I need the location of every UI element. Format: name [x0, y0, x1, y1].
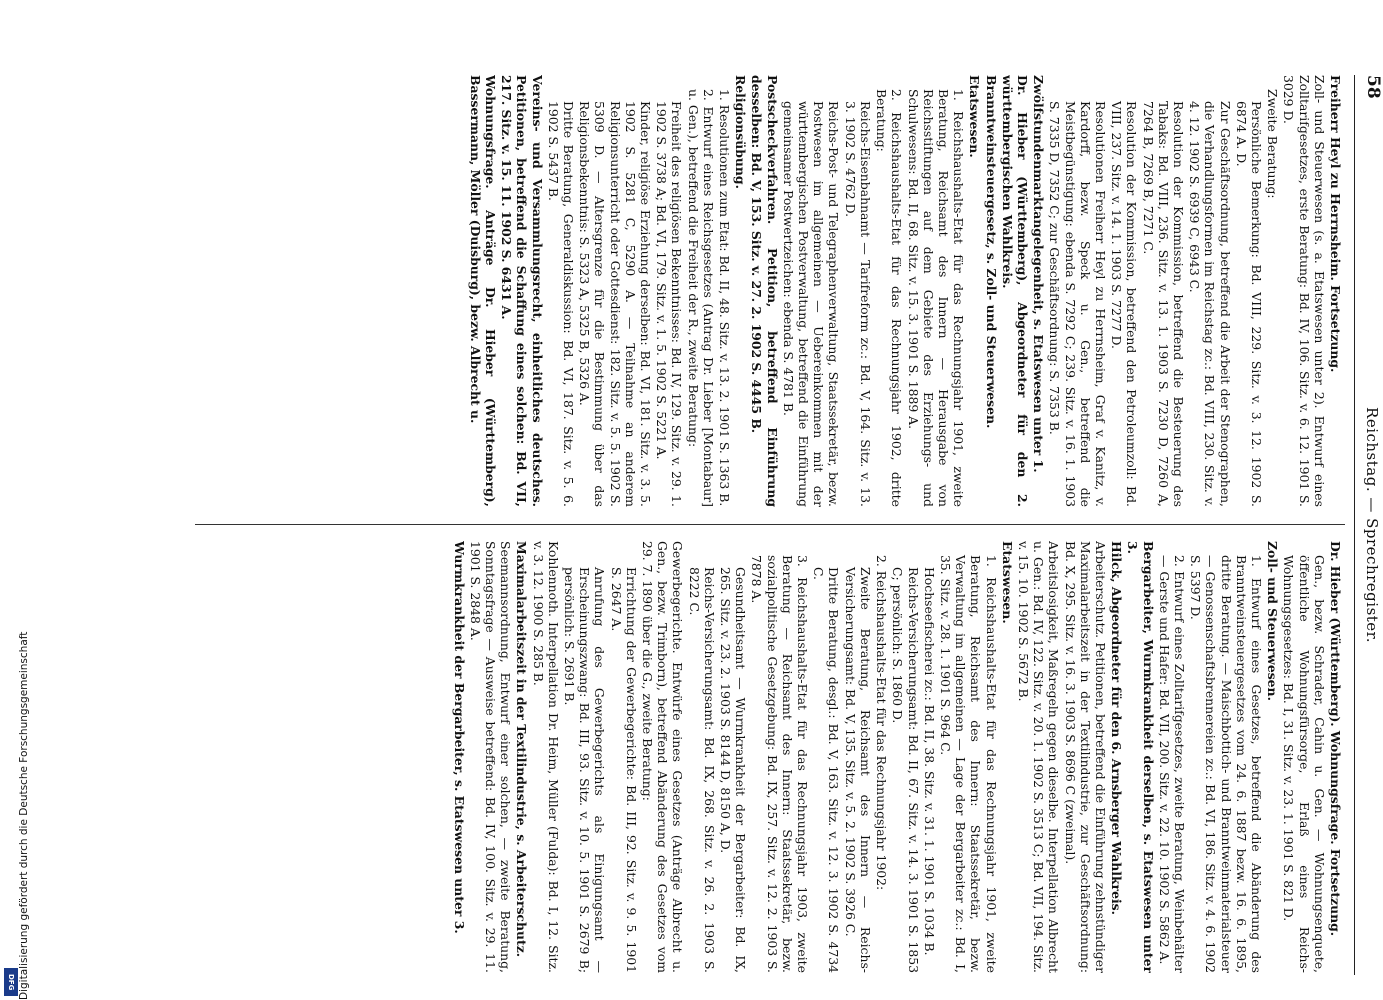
entry: Reichs-Versicherungsamt: Bd. II, 67. Sitz. v. 14. 3. 1901 S. 1853 C; persönlich: S. 1860 D. — [890, 567, 921, 973]
entry: Branntweinsteuergesetz, s. Zoll- und Steuerwesen. — [983, 75, 999, 429]
column-divider — [195, 524, 1345, 525]
entry: Kinder, religiöse Erziehung derselben: Bd. VI, 181. Sitz. v. 3. 5. 1902 S. 5281 C, 5290 A. — Teilnahme an anderem Religionsunterricht oder Gottesdienst: 182. Sitz. v. 5. 5. 1902 S. 5309 D. — Altersgrenze für die Bestimmung über das Religionsbekenntnis: S. 5323 A, 5325 B, 5326 A. — [577, 101, 654, 507]
dfg-logo: DFG — [4, 968, 18, 996]
entry: Zoll- und Steuerwesen (s. a. Etatswesen unter 2). Entwurf eines Zolltarifgesetzes, erste Beratung: Bd. IV, 106. Sitz. v. 6. 12. 1901 S. 3029 D. — [1281, 75, 1327, 507]
header-rule — [1354, 75, 1355, 975]
entry: Arbeitslosigkeit, Maßregeln gegen dieselbe. Interpellation Albrecht u. Gen.: Bd. IV, 122. Sitz. v. 20. 1. 1902 S. 3513 C; Bd. VII, 194. Sitz. v. 15. 10. 1902 S. 5672 B. — [1015, 541, 1062, 973]
digitization-credit-note: Digitalisierung gefördert durch die Deutsche Forschungsgemeinschaft — [18, 631, 30, 1000]
entry: Dritte Beratung, desgl.: Bd. V, 163. Sitz. v. 12. 3. 1902 S. 4734 C. — [811, 567, 842, 973]
entry: 3. Reichshaushalts-Etat für das Rechnungsjahr 1903, zweite Beratung — Reichsamt des Innern: Staatssekretär, bezw. sozialpolitische Gesetzgebung: Bd. IX, 257. Sitz. v. 12. 2. 1903 S. 7878 A. — [749, 555, 811, 973]
entry: Gen., bezw. Schrader, Cahin u. Gen. — Wohnungsenquete, öffentliche Wohnungsfürsorge, Erlaß eines Reichs-Wohnungsgesetzes: Bd. I, 31. Sitz. v. 23. 1. 1901 S. 821 D. — [1281, 555, 1327, 973]
entry: Reichs-Versicherungsamt: Bd. IX, 268. Sitz. v. 26. 2. 1903 S. 8222 C. — [686, 567, 717, 973]
entry: Persönliche Bemerkung: Bd. VIII, 229. Sitz. v. 3. 12. 1902 S. 6874 A. D. — [1233, 101, 1264, 507]
entry-heading: Freiherr Heyl zu Herrnsheim. Fortsetzung. — [1328, 75, 1343, 373]
entry: Anrufung des Gewerbegerichts als Einigungsamt — Erscheinungszwang: Bd. III, 93. Sitz. v. 10. 5. 1901 S. 2679 B; persönlich: S. 2691 B. — [562, 567, 608, 973]
entry: Maximalarbeitszeit in der Textilindustrie, s. Arbeiterschutz. — [514, 541, 530, 958]
entry: Resolution der Kommission, betreffend die Besteuerung des Tabaks: Bd. VIII, 236. Sitz. v. 13. 1. 1903 S. 7230 D, 7260 A, 7264 B, 7269 B, 7271 C. — [1140, 101, 1186, 507]
entry: Kohlennoth. Interpellation Dr. Heim, Müller (Fulda): Bd. I, 12. Sitz. v. 3. 12. 1900 S. 285 B. — [530, 541, 561, 973]
speaker-heading: Hilck, Abgeordneter für den 6. Arnsberger Wahlkreis. — [1109, 541, 1125, 915]
entry: Wurmkrankheit der Bergarbeiter, s. Etatswesen unter 3. — [451, 541, 467, 934]
speaker-heading: Dr. Hieber (Württemberg), Abgeordneter für den 2. württembergischen Wahlkreis. — [999, 75, 1030, 507]
running-title: Reichstag. — Sprechregister. — [1363, 407, 1381, 643]
entry: 1. Reichshaushalts-Etat für das Rechnungsjahr 1901, zweite Beratung, Reichsamt des Innern: Staatssekretär, bezw. Verwaltung im allgemeinen — Lage der Bergarbeiter zc.: Bd. I, 35. Sitz. v. 28. 1. 1901 S. 964 C. — [937, 555, 999, 973]
entry: Etatswesen. — [967, 75, 983, 158]
entry: Vereins- und Versammlungsrecht, einheitliches deutsches. Petitionen, betreffend die Schaffung eines solchen: Bd. VII, 217. Sitz. v. 15. 11. 1902 S. 6431 A. — [499, 75, 545, 507]
entry: 1. Entwurf eines Gesetzes, betreffend die Abänderung des Branntweinsteuergesetzes vom 24. 6. 1887 bezw. 16. 6. 1895, dritte Beratung. — Maischbottich- und Branntweinmaterialsteuer — Genossenschaftsbrennereien zc.: Bd. VI, 186. Sitz. v. 4. 6. 1902 S. 5397 D. — [1188, 555, 1264, 973]
entry: 2. Entwurf eines Reichsgesetzes (Antrag Dr. Lieber [Montabaur] u. Gen.), betreffend die Freiheit der R., zweite Beratung: — [685, 89, 716, 507]
entry: Postscheckverfahren. Petition, betreffend Einführung desselben: Bd. V, 153. Sitz. v. 27. 2. 1902 S. 4445 B. — [749, 75, 780, 507]
entry: 2. Reichshaushalts-Etat für das Rechnungsjahr 1902: — [874, 555, 890, 891]
entry: Religionsübung. — [733, 75, 749, 189]
entry: Resolutionen Freiherr Heyl zu Herrnsheim, Graf v. Kanitz, v. Kardorff, bezw. Speck u. Gen., betreffend die Meistbegünstigung: ebenda S. 7292 C; 239. Sitz. v. 16. 1. 1903 S. 7335 D, 7352 C; zur Geschäftsordnung: S. 7353 B. — [1047, 101, 1108, 507]
entry: Bergarbeiter, Wurmkrankheit derselben, s. Etatswesen unter 3. — [1125, 541, 1156, 973]
entry: Hochseefischerei zc.: Bd. II, 38. Sitz. v. 31. 1. 1901 S. 1034 B. — [921, 567, 937, 956]
entry: 2. Reichshaushalts-Etat für das Rechnungsjahr 1902, dritte Beratung: — [874, 89, 905, 507]
entry: Dritte Beratung, Generaldiskussion: Bd. VI, 187. Sitz. v. 5. 6. 1902 S. 5437 B. — [545, 101, 577, 507]
entry: Zweite Beratung: — [1265, 89, 1281, 199]
entry: Etatswesen. — [999, 541, 1015, 624]
entry: 2. Entwurf eines Zolltarifgesetzes, zweite Beratung, Weinbehälter — Gerste und Hafer: Bd. VII, 200. Sitz. v. 22. 10. 1902 S. 5862 A. — [1156, 555, 1187, 973]
entry: 1. Resolutionen zum Etat: Bd. II, 48. Sitz. v. 13. 2. 1901 S. 1363 B. — [717, 89, 733, 507]
entry: Gewerbegerichte. Entwürfe eines Gesetzes (Anträge Albrecht u. Gen., bezw. Trimborn), betreffend Abänderung des Gesetzes vom 29. 7. 1890 über die G., zweite Beratung: — [640, 541, 686, 973]
entry: Resolution der Kommission, betreffend den Petroleumzoll: Bd. VIII, 237. Sitz. v. 14. 1. 1903 S. 7277 D. — [1109, 101, 1140, 507]
entry: Zur Geschäftsordnung, betreffend die Arbeit der Stenographen, die Verhandlungsformen im Reichstag zc.: Bd. VIII, 230. Sitz. v. 4. 12. 1902 S. 6939 C, 6943 C. — [1187, 101, 1233, 507]
entry: Zwölfstundenmarktangelegenheit, s. Etatswesen unter 1. — [1031, 75, 1047, 473]
entry: Errichtung der Gewerbegerichte: Bd. III, 92. Sitz. v. 9. 5. 1901 S. 2647 A. — [608, 567, 639, 973]
entry: Gesundheitsamt — Wurmkrankheit der Bergarbeiter: Bd. IX, 265. Sitz. v. 23. 2. 1903 S. 8144 D, 8150 A, D. — [718, 567, 749, 973]
entry: 1. Reichshaushalts-Etat für das Rechnungsjahr 1901, zweite Beratung, Reichsamt des Innern — Herausgabe von Reichsstiftungen auf dem Gebiete des Erziehungs- und Schulwesens: Bd. II, 68. Sitz. v. 15. 3. 1901 S. 1889 A. — [905, 89, 967, 507]
entry: Zweite Beratung, Reichsamt des Innern — Reichs-Versicherungsamt: Bd. V, 135. Sitz. v. 5. 2. 1902 S. 3926 C. — [842, 567, 873, 973]
right-column — [203, 541, 1343, 973]
entry: Zoll- und Steuerwesen. — [1265, 541, 1281, 701]
entry: Reichs-Eisenbahnamt — Tarifreform zc.: Bd. V, 164. Sitz. v. 13. 3. 1902 S. 4762 D. — [842, 101, 873, 507]
page-header — [1349, 75, 1383, 975]
entry: Arbeiterschutz. Petitionen, betreffend die Einführung zehnstündiger Maximalarbeitszeit in der Textilindustrie, zur Geschäftsordnung: Bd. X, 295. Sitz. v. 16. 3. 1903 S. 8696 C (zweimal). — [1062, 541, 1108, 973]
entry: Freiheit des religiösen Bekenntnisses: Bd. IV, 129. Sitz. v. 29. 1. 1902 S. 3738 A; Bd. VI, 179. Sitz. v. 1. 5. 1902 S. 5221 A. — [654, 101, 685, 507]
entry: Seemannsordnung, Entwurf einer solchen, — zweite Beratung, Sonntagsfrage — Ausweise betreffend: Bd. IV, 100. Sitz. v. 29. 11. 1901 S. 2848 A. — [467, 541, 514, 973]
entry: Reichs-Post- und Telegraphenverwaltung, Staatssekretär, bezw. Postwesen im allgemeinen — Uebereinkommen mit der württembergischen Postverwaltung, betreffend die Einführung gemeinsamer Postwertzeichen: ebenda S. 4781 B. — [780, 101, 842, 507]
left-column — [203, 75, 1343, 507]
entry: Wohnungsfrage. Anträge Dr. Hieber (Württemberg), Bassermann, Möller (Duisburg), bezw. Albrecht u. — [467, 75, 499, 507]
entry-heading: Dr. Hieber (Württemberg). Wohnungsfrage. Fortsetzung. — [1328, 541, 1343, 937]
page-number: 58 — [1363, 75, 1383, 99]
register-page — [185, 75, 1383, 975]
